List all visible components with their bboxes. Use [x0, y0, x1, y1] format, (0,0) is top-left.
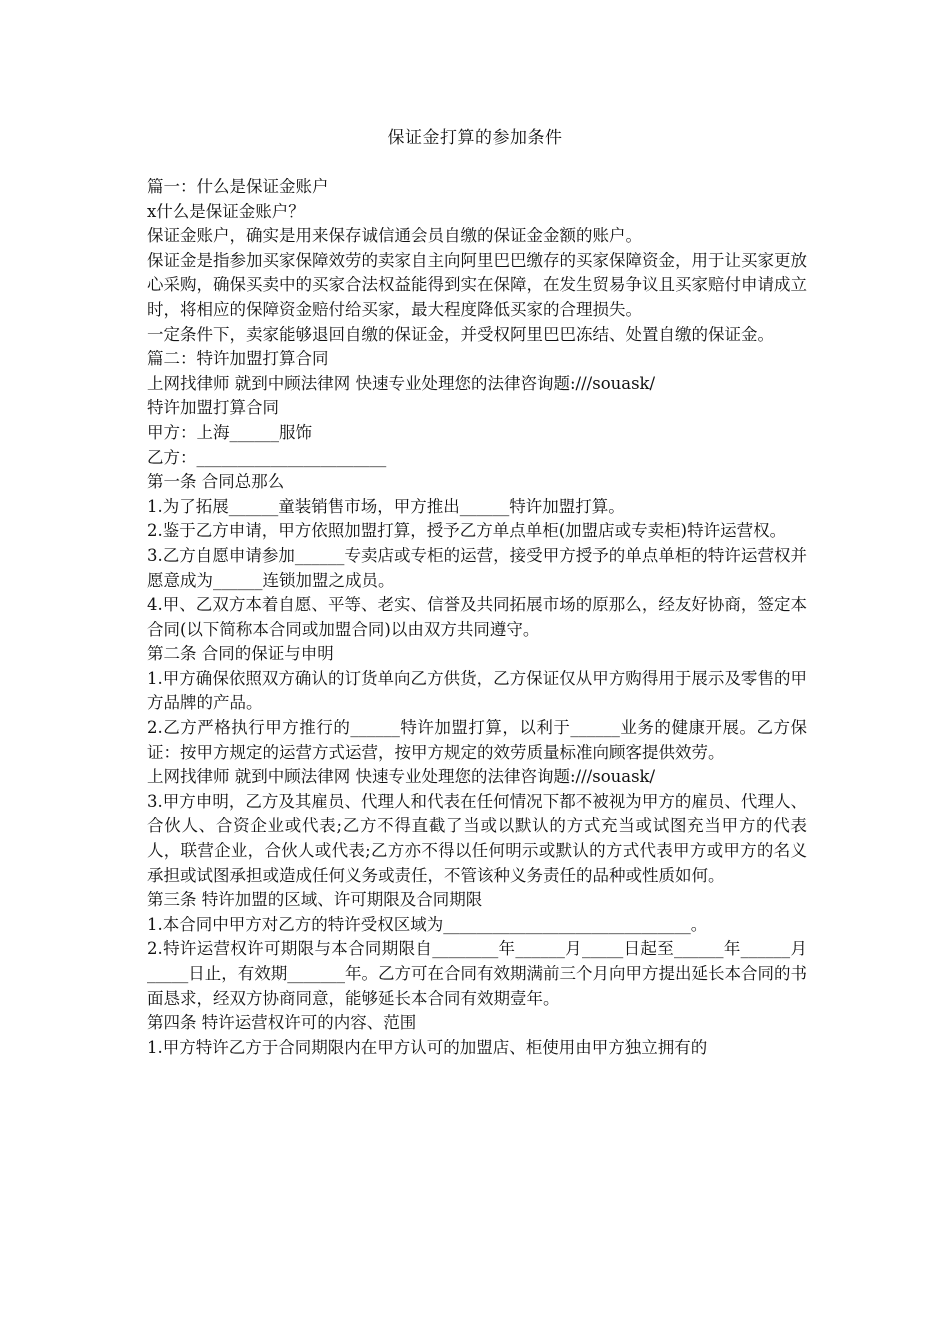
article-2-heading: 第二条 合同的保证与申明	[147, 644, 334, 664]
article-4-clause-1: 1.甲方特许乙方于合同期限内在甲方认可的加盟店、柜使用由甲方独立拥有的	[147, 1037, 708, 1057]
article-2-clause-1: 1.甲方确保依照双方确认的订货单向乙方供货，乙方保证仅从甲方购得用于展示及零售的甲方品牌的产品。	[147, 668, 807, 713]
source-line: 上网找律师 就到中顾法律网 快速专业处理您的法律咨询题:///souask/	[147, 373, 656, 393]
question-margin-account: x什么是保证金账户？	[147, 201, 305, 221]
party-a-line: 甲方：上海______服饰	[147, 422, 312, 442]
article-4-heading: 第四条 特许运营权许可的内容、范围	[147, 1013, 417, 1033]
source-line-repeat: 上网找律师 就到中顾法律网 快速专业处理您的法律咨询题:///souask/	[147, 767, 656, 787]
heading-part-two: 篇二：特许加盟打算合同	[147, 349, 329, 369]
article-2-clause-2: 2.乙方严格执行甲方推行的______特许加盟打算，以利于______业务的健康开展。乙方保证：按甲方规定的运营方式运营，按甲方规定的效劳质量标准向顾客提供效劳。	[147, 718, 807, 762]
contract-title: 特许加盟打算合同	[147, 398, 279, 418]
article-3-heading: 第三条 特许加盟的区域、许可期限及合同期限	[147, 890, 483, 910]
paragraph-deposit-refund: 一定条件下，卖家能够退回自缴的保证金，并受权阿里巴巴冻结、处置自缴的保证金。	[147, 324, 774, 344]
article-1-clause-4: 4.甲、乙双方本着自愿、平等、老实、信誉及共同拓展市场的原那么，经友好协商，签定本合同(以下简称本合同或加盟合同)以由双方共同遵守。	[147, 595, 807, 639]
article-1-clause-3: 3.乙方自愿申请参加______专卖店或专柜的运营，接受甲方授予的单点单柜的特许运营权并愿意成为______连锁加盟之成员。	[147, 545, 807, 590]
article-3-clause-2: 2.特许运营权许可期限与本合同期限自________年______月_____日起至______年______月_____日止，有效期_______年。乙方可在合同有效期满前三个月向甲方提出延长本合同的书面恳求，经双方协商同意，能够延长本合同有效期壹年。	[147, 939, 807, 1008]
heading-part-one: 篇一：什么是保证金账户	[147, 177, 329, 196]
article-1-heading: 第一条 合同总那么	[147, 472, 285, 492]
article-1-clause-1: 1.为了拓展______童装销售市场，甲方推出______特许加盟打算。	[147, 496, 625, 516]
paragraph-account-definition: 保证金账户，确实是用来保存诚信通会员自缴的保证金金额的账户。	[147, 226, 642, 246]
document-body	[147, 175, 807, 1060]
paragraph-deposit-definition: 保证金是指参加买家保障效劳的卖家自主向阿里巴巴缴存的买家保障资金，用于让买家更放心采购，确保买卖中的买家合法权益能得到实在保障，在发生贸易争议且买家赔付申请成立时，将相应的保障资金赔付给买家，最大程度降低买家的合理损失。	[147, 250, 807, 319]
article-3-clause-1: 1.本合同中甲方对乙方的特许受权区域为______________________________。	[147, 914, 708, 934]
document-title: 保证金打算的参加条件	[387, 128, 563, 148]
party-b-line: 乙方：_______________________	[147, 447, 387, 467]
article-1-clause-2: 2.鉴于乙方申请，甲方依照加盟打算，授予乙方单点单柜(加盟店或专卖柜)特许运营权。	[147, 521, 787, 541]
article-2-clause-3: 3.甲方申明，乙方及其雇员、代理人和代表在任何情况下都不被视为甲方的雇员、代理人、合伙人、合资企业或代表;乙方不得直截了当或以默认的方式充当或试图充当甲方的代表人，联营企业，合伙人或代表;乙方亦不得以任何明示或默认的方式代表甲方或甲方的名义承担或试图承担或造成任何义务或责任，不管该种义务责任的品种或性质如何。	[147, 791, 807, 885]
